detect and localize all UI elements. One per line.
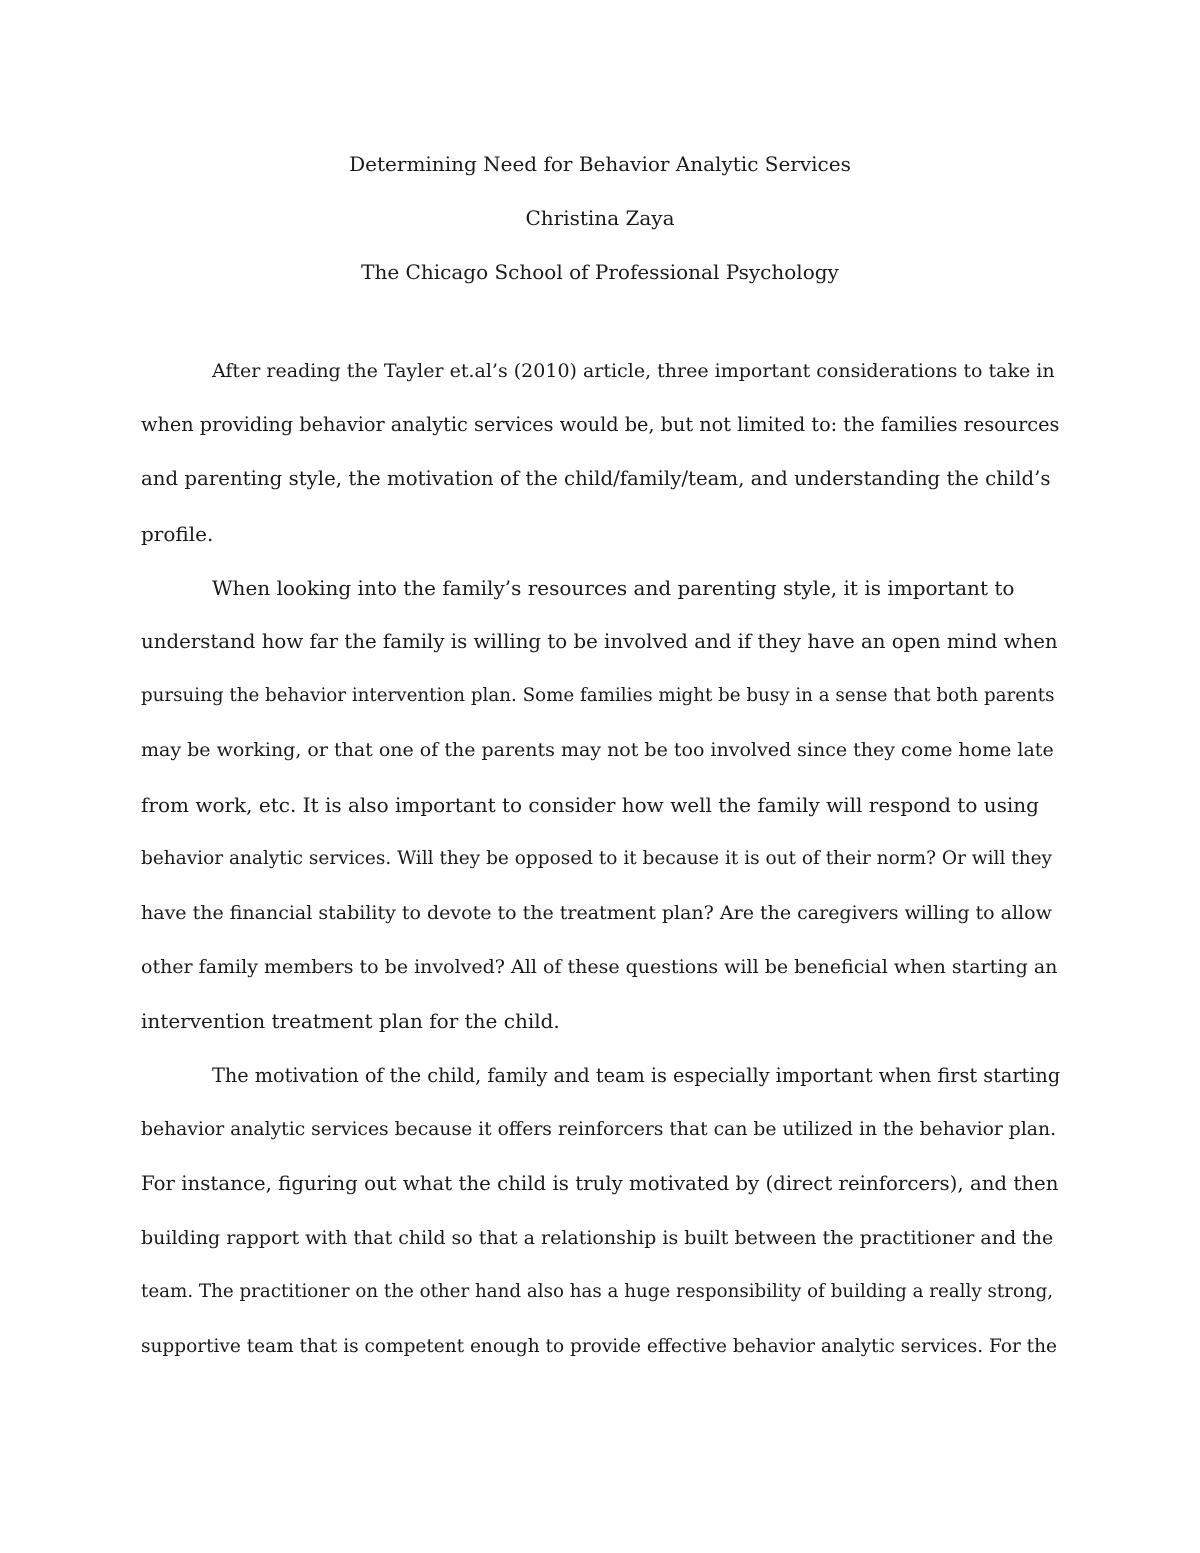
author-name: Christina Zaya bbox=[525, 206, 675, 230]
text-line: pursuing the behavior intervention plan. Some families might be busy in a sense that both parents bbox=[141, 685, 1055, 707]
text-line: from work, etc. It is also important to consider how well the family will respond to using bbox=[141, 792, 1039, 817]
paragraph-1 bbox=[141, 344, 1061, 561]
text-line: After reading the Tayler et.al’s (2010) article, three important considerations to take in bbox=[212, 360, 1055, 382]
text-line: For instance, figuring out what the child is truly motivated by (direct reinforcers), and then bbox=[141, 1172, 1059, 1196]
text-line: when providing behavior analytic services would be, but not limited to: the families resources bbox=[141, 413, 1060, 437]
text-line: supportive team that is competent enough to provide effective behavior analytic services. For the bbox=[141, 1335, 1057, 1357]
text-line: behavior analytic services because it offers reinforcers that can be utilized in the behavior plan. bbox=[141, 1118, 1057, 1140]
text-line: building rapport with that child so that a relationship is built between the practitioner and the bbox=[141, 1227, 1054, 1250]
text-line: team. The practitioner on the other hand also has a huge responsibility of building a really strong, bbox=[141, 1281, 1054, 1303]
text-line: profile. bbox=[141, 521, 214, 546]
text-line: other family members to be involved? All of these questions will be beneficial when starting an bbox=[141, 956, 1058, 979]
text-line: When looking into the family’s resources and parenting style, it is important to bbox=[212, 575, 1015, 600]
paper-title: Determining Need for Behavior Analytic Services bbox=[349, 152, 851, 176]
paragraph-2 bbox=[141, 561, 1061, 1049]
institution-name: The Chicago School of Professional Psychology bbox=[361, 260, 839, 284]
text-line: may be working, or that one of the parents may not be too involved since they come home late bbox=[141, 739, 1054, 762]
text-line: understand how far the family is willing to be involved and if they have an open mind when bbox=[141, 630, 1058, 654]
title-block bbox=[0, 137, 1200, 299]
text-line: intervention treatment plan for the child. bbox=[141, 1009, 560, 1034]
body-text bbox=[141, 344, 1061, 1374]
text-line: have the financial stability to devote to the treatment plan? Are the caregivers willing to allow bbox=[141, 902, 1052, 925]
text-line: and parenting style, the motivation of the child/family/team, and understanding the child’s bbox=[141, 467, 1051, 491]
text-line: The motivation of the child, family and team is especially important when first starting bbox=[212, 1063, 1061, 1087]
paragraph-3 bbox=[141, 1049, 1061, 1374]
text-line: behavior analytic services. Will they be opposed to it because it is out of their norm? Or will they bbox=[141, 847, 1053, 869]
